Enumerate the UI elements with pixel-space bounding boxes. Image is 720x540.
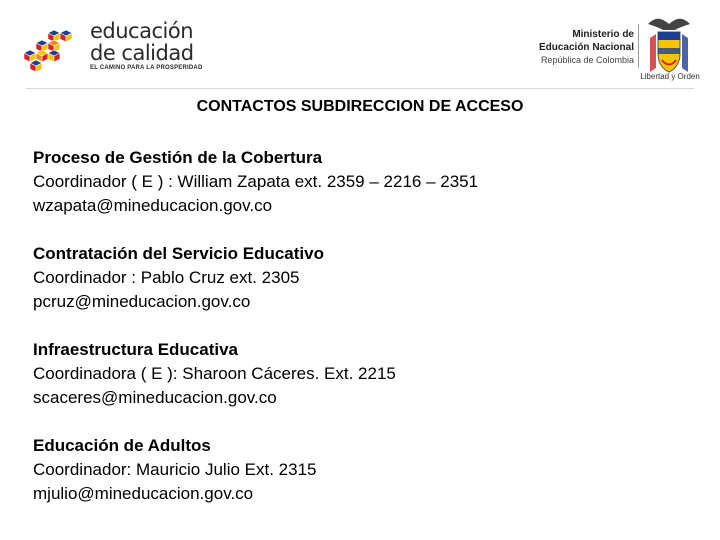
header-rule bbox=[26, 88, 694, 89]
header-divider bbox=[638, 24, 639, 68]
contact-section bbox=[33, 434, 693, 506]
coordinator-line: Coordinador : Pablo Cruz ext. 2305 bbox=[33, 268, 300, 287]
coordinator-line: Coordinador ( E ) : William Zapata ext. 2359 – 2216 – 2351 bbox=[33, 172, 479, 191]
email-address: scaceres@mineducacion.gov.co bbox=[33, 388, 277, 407]
coordinator-line: Coordinador: Mauricio Julio Ext. 2315 bbox=[33, 460, 317, 479]
contact-section bbox=[33, 146, 693, 218]
header bbox=[0, 0, 720, 90]
logo-tagline: EL CAMINO PARA LA PROSPERIDAD bbox=[90, 65, 203, 71]
educacion-de-calidad-logo bbox=[24, 20, 204, 76]
contact-section bbox=[33, 338, 693, 410]
cubes-logo-icon bbox=[24, 28, 84, 72]
section-heading: Contratación del Servicio Educativo bbox=[33, 244, 324, 263]
section-heading: Educación de Adultos bbox=[33, 436, 211, 455]
email-address: pcruz@mineducacion.gov.co bbox=[33, 292, 251, 311]
coordinator-line: Coordinadora ( E ): Sharoon Cáceres. Ext. 2215 bbox=[33, 364, 396, 383]
motto: Libertad y Orden bbox=[640, 72, 700, 81]
email-address: wzapata@mineducacion.gov.co bbox=[33, 196, 273, 215]
ministry-line-1: Ministerio de bbox=[572, 29, 634, 40]
ministry-line-2: Educación Nacional bbox=[538, 42, 634, 53]
ministry-name bbox=[520, 28, 634, 66]
email-address: mjulio@mineducacion.gov.co bbox=[33, 484, 254, 503]
section-heading: Infraestructura Educativa bbox=[33, 340, 239, 359]
page-title: CONTACTOS SUBDIRECCION DE ACCESO bbox=[196, 98, 524, 115]
section-heading: Proceso de Gestión de la Cobertura bbox=[33, 148, 323, 167]
ministry-line-3: República de Colombia bbox=[540, 55, 634, 65]
logo-line-1: educación bbox=[90, 19, 194, 43]
contacts-list bbox=[33, 146, 693, 530]
contact-section bbox=[33, 242, 693, 314]
logo-line-2: de calidad bbox=[90, 41, 194, 65]
